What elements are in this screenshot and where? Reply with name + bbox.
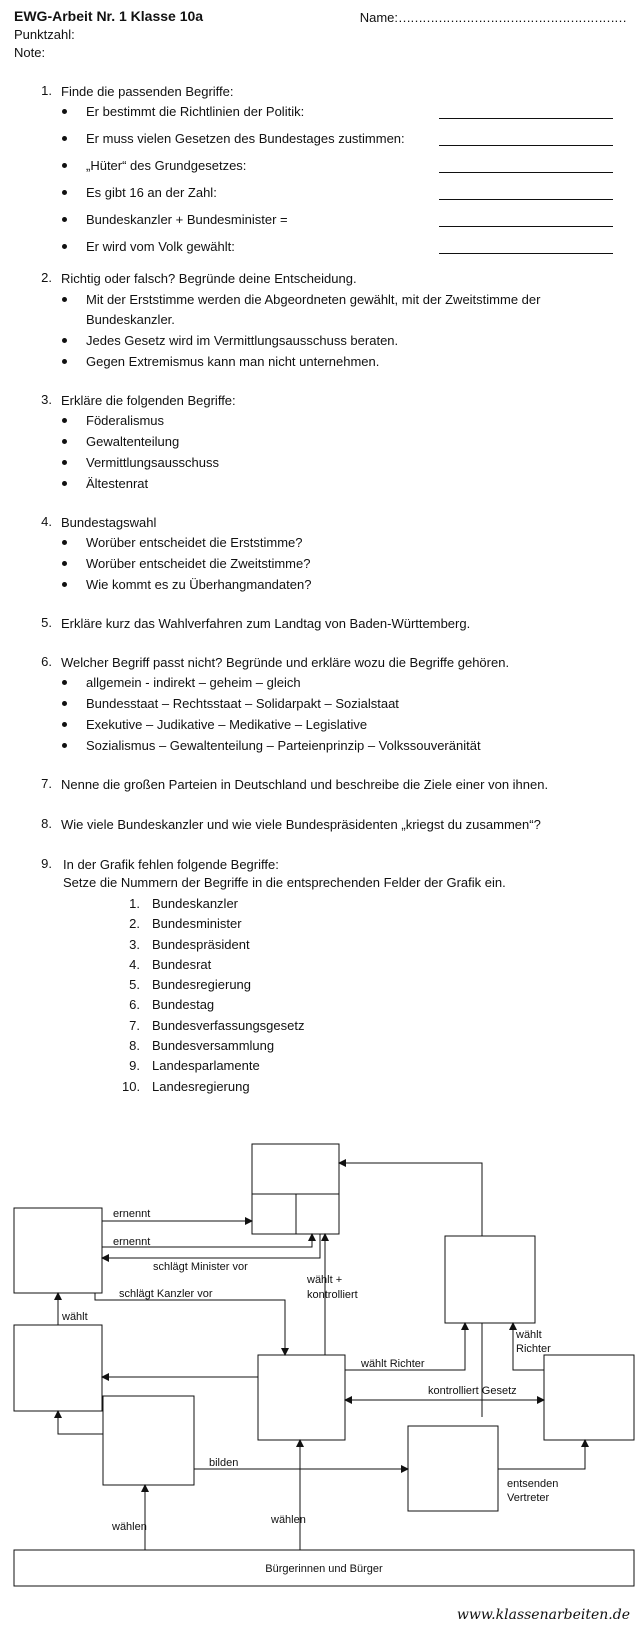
item-text: Mit der Erststimme werden die Abgeordneten gewählt, mit der Zweitstimme der: [86, 292, 541, 307]
task-text: In der Grafik fehlen folgende Begriffe:: [63, 857, 279, 872]
label-waehlt-richter: wählt Richter: [361, 1358, 425, 1370]
list-item: [86, 238, 624, 265]
term-text: Bundesminister: [152, 916, 242, 932]
task-text-2: Setze die Nummern der Begriffe in die entsprechenden Felder der Grafik ein.: [63, 875, 506, 890]
constitution-diagram: [0, 1080, 640, 1600]
term-text: Bundeskanzler: [152, 896, 238, 911]
task-2: [34, 270, 624, 370]
item-text: Sozialismus – Gewaltenteilung – Parteienprinzip – Volkssouveränität: [86, 738, 481, 753]
list-item: [86, 291, 624, 308]
label-schlaegt-kanzler: schlägt Kanzler vor: [119, 1288, 213, 1300]
label-waehlen-left: wählen: [112, 1521, 147, 1533]
list-item: [86, 716, 624, 733]
task-number: 3.: [41, 392, 52, 407]
item-text: Wie kommt es zu Überhangmandaten?: [86, 577, 312, 592]
list-item: [86, 412, 624, 429]
footer-watermark: www.klassenarbeiten.de: [456, 1607, 630, 1623]
item-text: Vermittlungsausschuss: [86, 455, 219, 470]
answer-line[interactable]: [439, 172, 613, 173]
item-text: Gegen Extremismus kann man nicht unternehmen.: [86, 354, 380, 369]
box-left-middle[interactable]: [14, 1325, 102, 1411]
list-item: [86, 737, 624, 754]
label-ernennt-2: ernennt: [113, 1236, 151, 1248]
item-text: Föderalismus: [86, 413, 165, 428]
term-item: [129, 995, 624, 1015]
list-item: [86, 211, 624, 238]
task-number: 2.: [41, 270, 52, 285]
label-waehlt-kontrolliert-1: wählt +: [307, 1274, 343, 1286]
punktzahl-label: Punktzahl:: [14, 27, 75, 42]
item-text: „Hüter“ des Grundgesetzes:: [86, 158, 247, 173]
answer-line[interactable]: [439, 199, 613, 200]
term-number: 7.: [129, 1017, 140, 1033]
task-number: 4.: [41, 514, 52, 529]
arrow-entsenden: [498, 1440, 585, 1469]
term-text: Bundestag: [152, 997, 215, 1013]
name-dots: …………………………………………………: [398, 10, 626, 25]
term-text: Landesparlamente: [152, 1058, 260, 1074]
task-number: 7.: [41, 776, 52, 791]
arrow-bottom-left-up: [58, 1411, 103, 1434]
list-item: [86, 130, 624, 157]
page-title: EWG-Arbeit Nr. 1 Klasse 10a: [14, 8, 204, 24]
term-text: Bundesversammlung: [152, 1038, 275, 1054]
task-text: Richtig oder falsch? Begründe deine Entscheidung.: [61, 271, 357, 286]
arrow-schlaegt-kanzler: [95, 1293, 285, 1355]
name-field[interactable]: [360, 10, 626, 25]
item-text: Er wird vom Volk gewählt:: [86, 239, 235, 254]
label-buerger: Bürgerinnen und Bürger: [265, 1563, 383, 1575]
task-3-items: [34, 412, 624, 492]
task-text: Nenne die großen Parteien in Deutschland und beschreibe die Ziele einer von ihnen.: [61, 777, 549, 792]
item-text: Jedes Gesetz wird im Vermittlungsausschuss beraten.: [86, 333, 399, 348]
task-1-items: [34, 103, 624, 265]
label-waehlt-richter-2a: wählt: [516, 1329, 542, 1341]
term-list: [34, 894, 624, 1097]
task-7: [34, 776, 624, 793]
task-text: Finde die passenden Begriffe:: [61, 84, 234, 99]
list-item: [86, 332, 624, 349]
list-item: [86, 695, 624, 712]
label-bilden: bilden: [209, 1457, 239, 1469]
term-number: 8.: [129, 1038, 140, 1054]
term-text: Bundesverfassungsgesetz: [152, 1017, 305, 1033]
task-text: Erkläre kurz das Wahlverfahren zum Landtag von Baden-Württemberg.: [61, 616, 471, 631]
task-number: 6.: [41, 654, 52, 669]
item-text: Er bestimmt die Richtlinien der Politik:: [86, 104, 305, 119]
term-number: 6.: [129, 997, 140, 1013]
item-text: allgemein - indirekt – geheim – gleich: [86, 675, 301, 690]
box-left-top[interactable]: [14, 1208, 102, 1293]
term-item: [129, 1016, 624, 1036]
task-2-items: [34, 291, 624, 370]
term-item: [129, 1036, 624, 1056]
list-item: [86, 353, 624, 370]
item-text: Worüber entscheidet die Erststimme?: [86, 535, 303, 550]
item-text: Bundeskanzler.: [86, 312, 175, 327]
term-number: 4.: [129, 956, 140, 972]
box-center[interactable]: [258, 1355, 345, 1440]
task-number: 8.: [41, 816, 52, 831]
term-item: [129, 1056, 624, 1076]
task-4-items: [34, 534, 624, 593]
list-item: [86, 674, 624, 691]
note-label: Note:: [14, 45, 46, 60]
task-text: Bundestagswahl: [61, 515, 157, 530]
list-item: [86, 534, 624, 551]
box-right-upper[interactable]: [445, 1236, 535, 1323]
arrow-right-to-top: [339, 1163, 482, 1236]
task-number: 1.: [41, 83, 52, 98]
label-kontrolliert-gesetz: kontrolliert Gesetz: [428, 1385, 517, 1397]
box-lower-right[interactable]: [408, 1426, 498, 1511]
label-entsenden-1: entsenden: [507, 1478, 559, 1490]
list-item: [86, 184, 624, 211]
task-number: 5.: [41, 615, 52, 630]
term-number: 10.: [122, 1078, 141, 1094]
answer-line[interactable]: [439, 118, 613, 119]
task-text: Erkläre die folgenden Begriffe:: [61, 393, 236, 408]
term-item: [129, 894, 624, 914]
task-3: [34, 392, 624, 492]
box-far-right[interactable]: [544, 1355, 634, 1440]
item-text: Gewaltenteilung: [86, 434, 180, 449]
task-4: [34, 514, 624, 593]
list-item: [86, 433, 624, 450]
label-waehlt-richter-2b: Richter: [516, 1343, 551, 1355]
term-text: Bundespräsident: [152, 936, 250, 952]
list-item: [86, 555, 624, 572]
item-text: Bundeskanzler + Bundesminister =: [86, 212, 288, 227]
task-6-items: [34, 674, 624, 754]
label-entsenden-2: Vertreter: [507, 1492, 550, 1504]
item-text: Ältestenrat: [86, 476, 149, 491]
task-list: [34, 83, 624, 1097]
task-1: [34, 83, 624, 265]
term-item: [129, 935, 624, 955]
item-text: Er muss vielen Gesetzen des Bundestages zustimmen:: [86, 131, 405, 146]
list-item: [86, 454, 624, 471]
term-item: [129, 975, 624, 995]
task-text: Wie viele Bundeskanzler und wie viele Bundespräsidenten „kriegst du zusammen“?: [61, 817, 541, 832]
term-number: 9.: [129, 1058, 140, 1074]
list-item-continuation: [86, 311, 624, 328]
item-text: Es gibt 16 an der Zahl:: [86, 185, 217, 200]
item-text: Worüber entscheidet die Zweitstimme?: [86, 556, 311, 571]
term-item: [129, 955, 624, 975]
task-6: [34, 654, 624, 754]
name-label: Name:: [359, 10, 398, 25]
item-text: Exekutive – Judikative – Medikative – Legislative: [86, 717, 368, 732]
term-text: Bundesrat: [152, 956, 212, 972]
task-8: [34, 816, 624, 833]
term-item: [129, 914, 624, 934]
list-item: [86, 157, 624, 184]
box-bottom-left[interactable]: [103, 1396, 194, 1485]
task-number: 9.: [41, 856, 52, 871]
term-text: Bundesregierung: [152, 977, 252, 993]
list-item: [86, 103, 624, 130]
answer-line[interactable]: [439, 226, 613, 227]
answer-line[interactable]: [439, 253, 613, 254]
list-item: [86, 475, 624, 492]
label-ernennt-1: ernennt: [113, 1208, 151, 1220]
task-9: [34, 856, 624, 1097]
item-text: Bundesstaat – Rechtsstaat – Solidarpakt – Sozialstaat: [86, 696, 399, 711]
label-schlaegt-minister: schlägt Minister vor: [153, 1261, 248, 1273]
task-5: [34, 615, 624, 632]
list-item: [86, 576, 624, 593]
label-waehlt: wählt: [62, 1311, 88, 1323]
task-text: Welcher Begriff passt nicht? Begründe und erkläre wozu die Begriffe gehören.: [61, 655, 510, 670]
term-number: 2.: [129, 916, 140, 932]
term-text: Landesregierung: [152, 1078, 250, 1094]
label-waehlen-center: wählen: [271, 1514, 306, 1526]
answer-line[interactable]: [439, 145, 613, 146]
term-number: 1.: [129, 896, 140, 911]
label-waehlt-kontrolliert-2: kontrolliert: [307, 1289, 358, 1301]
term-number: 3.: [129, 936, 140, 952]
term-number: 5.: [129, 977, 140, 993]
